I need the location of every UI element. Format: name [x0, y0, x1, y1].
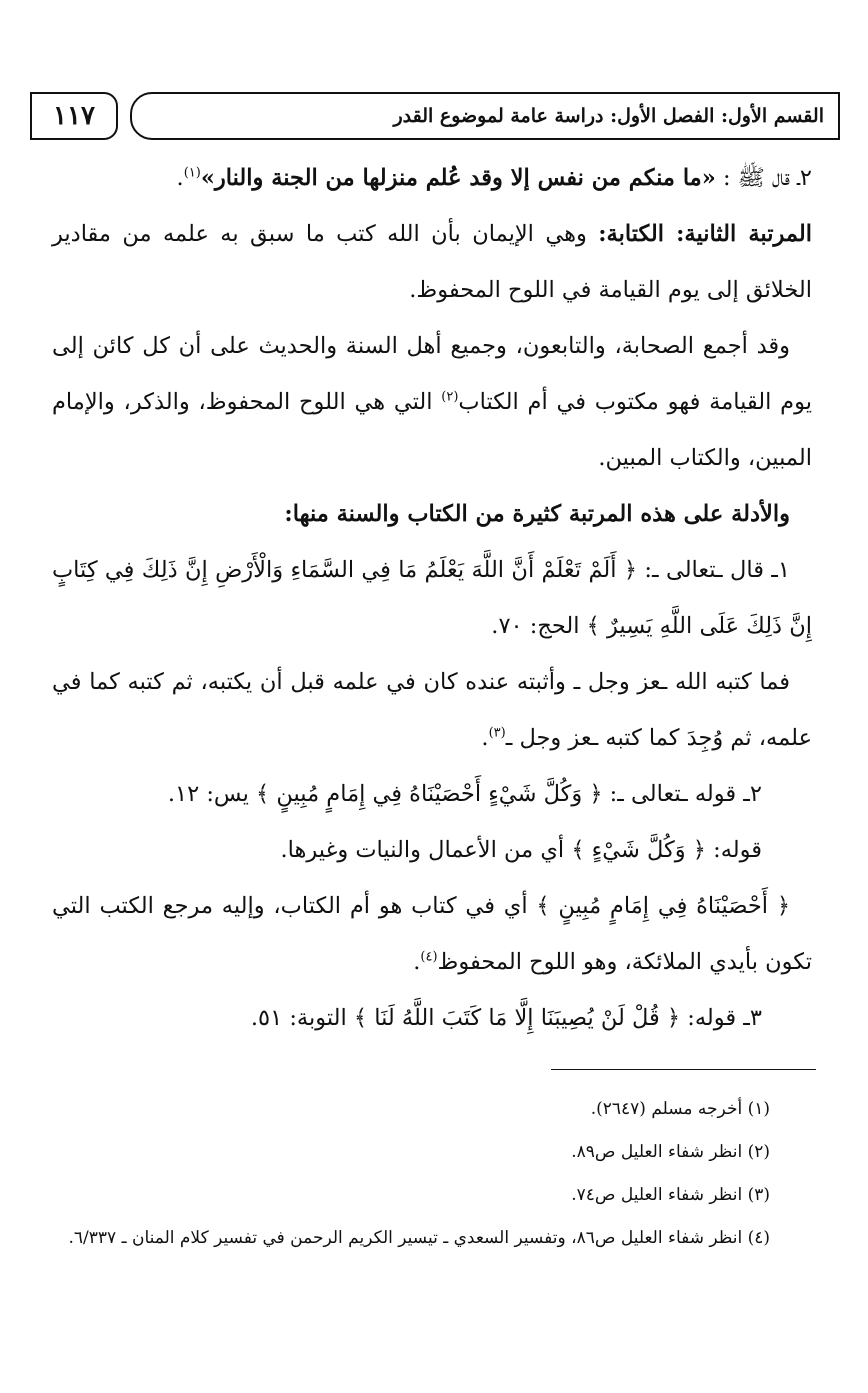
evidence-2: ٢ـ قوله ـتعالى ـ: ﴿ وَكُلَّ شَيْءٍ أَحْصَيْنَاهُ فِي إِمَامٍ مُبِينٍ ﴾ يس: ١٢.: [167, 781, 762, 807]
running-title: القسم الأول: الفصل الأول: دراسة عامة لموضوع القدر: [130, 92, 840, 140]
evidence-1-comment: [52, 654, 812, 766]
footnote-4: (٤) انظر شفاء العليل ص٨٦، وتفسير السعدي ـ تيسير الكريم الرحمن في تفسير كلام المنان ـ ٦/٣٣٧.: [68, 1228, 770, 1248]
hadith-prefix: ٢ـ قال ﷺ :: [715, 165, 812, 191]
rank-text: وهي الإيمان بأن الله كتب ما سبق به علمه من مقادير الخلائق إلى يوم القيامة في اللوح المحفوظ.: [52, 221, 812, 303]
running-header: [30, 92, 840, 144]
hadith-text: «ما منكم من نفس إلا وقد عُلم منزلها من الجنة والنار»: [200, 165, 716, 191]
page-number: ١١٧: [30, 92, 118, 140]
hadith-paragraph: [52, 150, 812, 206]
footnote-1: (١) أخرجه مسلم (٢٦٤٧).: [590, 1099, 770, 1119]
consensus-part2: التي هي اللوح المحفوظ، والذكر، والإمام المبين، والكتاب المبين.: [52, 389, 812, 471]
evidence-1: ١ـ قال ـتعالى ـ: ﴿ أَلَمْ تَعْلَمْ أَنَّ اللَّهَ يَعْلَمُ مَا فِي السَّمَاءِ وَالْأَرْضِ إِنَّ ذَلِكَ فِي كِتَابٍ إِنَّ ذَلِكَ عَلَى اللَّهِ يَسِيرٌ ﴾ الحج: ٧٠.: [52, 557, 812, 639]
footnote-ref-4: (٤): [420, 949, 438, 965]
evidence-2-comment-1: قوله: ﴿ وَكُلَّ شَيْءٍ ﴾ أي من الأعمال والنيات وغيرها.: [280, 837, 762, 863]
footnote-3: (٣) انظر شفاء العليل ص٧٤.: [571, 1185, 770, 1205]
evidence-heading: والأدلة على هذه المرتبة كثيرة من الكتاب والسنة منها:: [284, 501, 790, 527]
footnote-ref-3: (٣): [488, 725, 506, 741]
evidence-2-comment-2-text: ﴿ أَحْصَيْنَاهُ فِي إِمَامٍ مُبِينٍ ﴾ أي في كتاب هو أم الكتاب، وإليه مرجع الكتب التي تكون بأيدي الملائكة، وهو اللوح المحفوظ: [52, 893, 812, 975]
hadith-end: .: [176, 165, 184, 191]
evidence-3: ٣ـ قوله: ﴿ قُلْ لَنْ يُصِيبَنَا إِلَّا مَا كَتَبَ اللَّهُ لَنَا ﴾ التوبة: ٥١.: [250, 1005, 762, 1031]
evidence-2-end: .: [413, 949, 421, 975]
second-rank-paragraph: [52, 206, 812, 318]
rank-label: المرتبة الثانية: الكتابة:: [598, 221, 813, 247]
footnote-ref-2: (٢): [441, 389, 459, 405]
consensus-part1: وقد أجمع الصحابة، والتابعون، وجميع أهل السنة والحديث على أن كل كائن إلى يوم القيامة فهو مكتوب في أم الكتاب: [52, 333, 812, 415]
consensus-paragraph: [52, 318, 812, 486]
footnotes: [52, 1088, 792, 1260]
footnote-divider: [551, 1069, 816, 1070]
evidence-2-comment-2: [52, 878, 812, 990]
evidence-1-end: .: [481, 725, 489, 751]
footnote-2: (٢) انظر شفاء العليل ص٨٩.: [571, 1142, 770, 1162]
evidence-1-comment-text: فما كتبه الله ـعز وجل ـ وأثبته عنده كان في علمه قبل أن يكتبه، ثم كتبه كما في علمه، ثم وُجِدَ كما كتبه ـعز وجل ـ: [52, 669, 812, 751]
footnote-ref-1: (١): [183, 165, 201, 181]
main-text: [52, 150, 812, 1046]
